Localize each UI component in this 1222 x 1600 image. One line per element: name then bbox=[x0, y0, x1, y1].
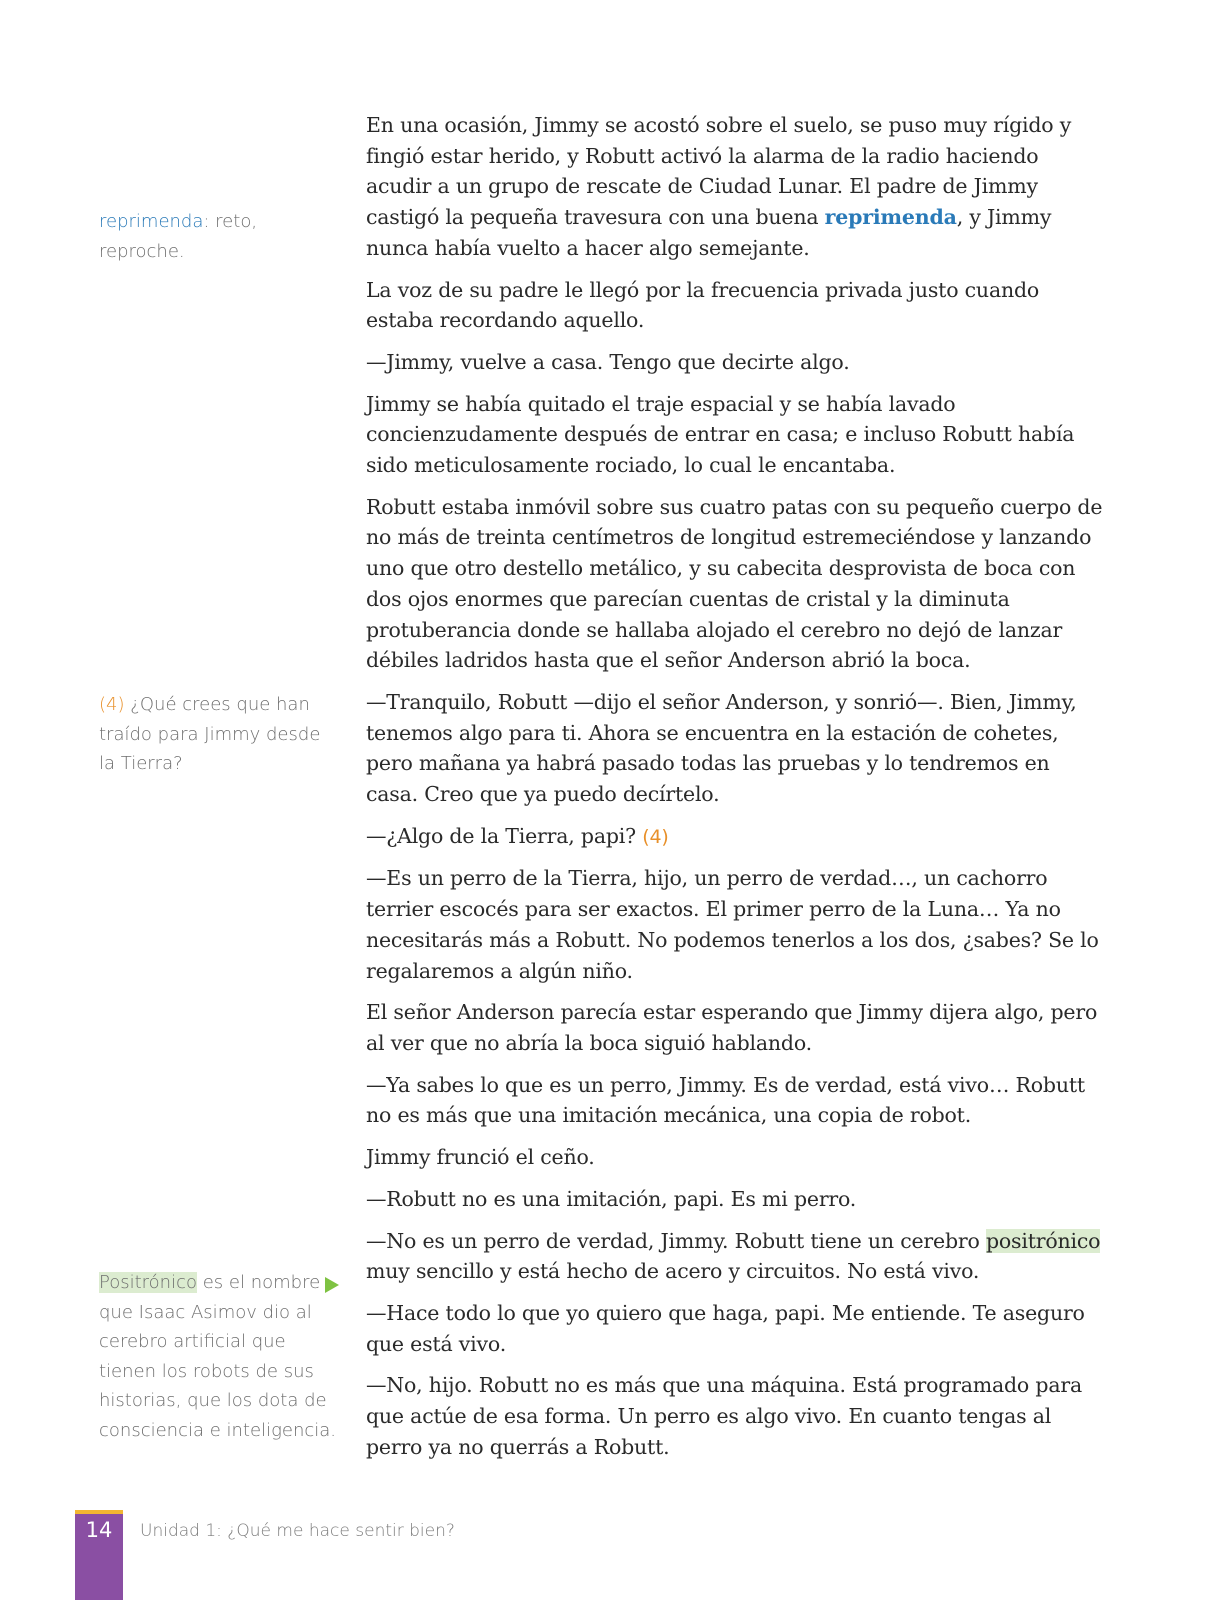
paragraph: La voz de su padre le llegó por la frecuencia privada justo cuando estaba recordando aquello. bbox=[366, 277, 1040, 333]
glossary-term: reprimenda bbox=[99, 211, 204, 232]
text-segment: —¿Algo de la Tierra, papi? bbox=[366, 823, 643, 848]
glossary-definition: : reto, reproche. bbox=[99, 211, 258, 262]
paragraph: —Hace todo lo que yo quiero que haga, papi. Me entiende. Te aseguro que está vivo. bbox=[366, 1300, 1085, 1356]
paragraph: —Ya sabes lo que es un perro, Jimmy. Es de verdad, está vivo… Robutt no es más que una imitación mecánica, una copia de robot. bbox=[366, 1072, 1085, 1128]
question-text: ¿Qué crees que han traído para Jimmy desde la Tierra? bbox=[99, 694, 321, 774]
positronic-text: es el nombre que Isaac Asimov dio al cerebro artificial que tienen los robots de sus historias, que los dota de consciencia e inteligencia. bbox=[99, 1272, 336, 1441]
paragraph: Jimmy se había quitado el traje espacial y se había lavado concienzudamente después de entrar en casa; e incluso Robutt había sido meticulosamente rociado, lo cual le encantaba. bbox=[366, 391, 1075, 478]
text-segment: muy sencillo y está hecho de acero y circuitos. No está vivo. bbox=[366, 1259, 980, 1284]
paragraph: Jimmy frunció el ceño. bbox=[366, 1145, 595, 1170]
triangle-right-icon bbox=[325, 1277, 339, 1293]
paragraph: —No, hijo. Robutt no es más que una máquina. Está programado para que actúe de esa forma. Un perro es algo vivo. En cuanto tengas al perro ya no querrás a Robutt. bbox=[366, 1373, 1082, 1459]
question-note bbox=[99, 690, 339, 779]
positronic-highlight: positrónico bbox=[985, 1228, 1101, 1253]
paragraph bbox=[366, 1226, 1106, 1287]
glossary-link-reprimenda[interactable]: reprimenda bbox=[824, 205, 957, 230]
paragraph: —Tranquilo, Robutt —dijo el señor Anderson, y sonrió—. Bien, Jimmy, tenemos algo para ti. Ahora se encuentra en la estación de cohetes, pero mañana ya habrá pasado todas las pruebas y lo tendremos en casa. Creo que ya puedo decírtelo. bbox=[366, 689, 1077, 807]
paragraph bbox=[366, 821, 1106, 853]
paragraph: El señor Anderson parecía estar esperando que Jimmy dijera algo, pero al ver que no abría la boca siguió hablando. bbox=[366, 1000, 1098, 1055]
question-marker-inline: (4) bbox=[642, 825, 669, 848]
text-segment: , y Jimmy nunca había vuelto a hacer algo semejante. bbox=[366, 205, 1052, 260]
paragraph: —Jimmy, vuelve a casa. Tengo que decirte algo. bbox=[366, 349, 850, 374]
story-text bbox=[366, 110, 1106, 1473]
question-marker: (4) bbox=[99, 694, 125, 715]
paragraph: —Robutt no es una imitación, papi. Es mi perro. bbox=[366, 1186, 857, 1211]
paragraph bbox=[366, 110, 1106, 264]
text-segment: —No es un perro de verdad, Jimmy. Robutt tiene un cerebro bbox=[366, 1228, 986, 1253]
text-segment: En una ocasión, Jimmy se acostó sobre el suelo, se puso muy rígido y fingió estar herido, y Robutt activó la alarma de la radio haciendo acudir a un grupo de rescate de Ciudad Lunar. El padre de Jimmy castigó la pequeña travesura con una buena bbox=[366, 113, 1072, 230]
paragraph: Robutt estaba inmóvil sobre sus cuatro patas con su pequeño cuerpo de no más de treinta centímetros de longitud estremeciéndose y lanzando uno que otro destello metálico, y su cabecita desprovista de boca con dos ojos enormes que parecían cuentas de cristal y la diminuta protuberancia donde se hallaba alojado el cerebro no dejó de lanzar débiles ladridos hasta que el señor Anderson abrió la boca. bbox=[366, 494, 1103, 673]
glossary-note bbox=[99, 207, 339, 266]
page-number: 14 bbox=[85, 1518, 113, 1542]
positronic-note bbox=[99, 1268, 339, 1445]
positronic-term: Positrónico bbox=[99, 1272, 197, 1293]
paragraph: —Es un perro de la Tierra, hijo, un perro de verdad…, un cachorro terrier escocés para ser exactos. El primer perro de la Luna… Ya no necesitarás más a Robutt. No podemos tenerlos a los dos, ¿sabes? Se lo regalaremos a algún niño. bbox=[366, 866, 1099, 983]
unit-title: Unidad 1: ¿Qué me hace sentir bien? bbox=[140, 1521, 455, 1541]
